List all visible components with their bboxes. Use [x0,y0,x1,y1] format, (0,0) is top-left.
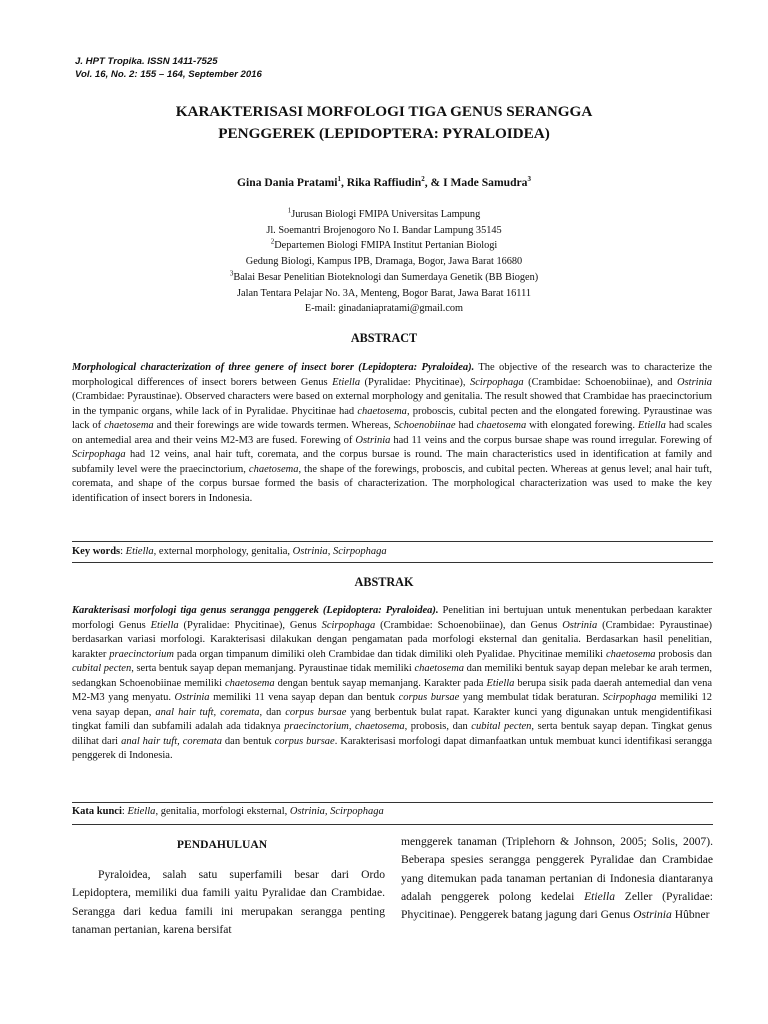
abstract-lead: Morphological characterization of three genere of insect borer (Lepidoptera: Pyraloidea). [72,362,475,373]
journal-volume: Vol. 16, No. 2: 155 – 164, September 2016 [75,69,262,80]
affiliation-2-sup: 2 [270,237,275,246]
intro-right-italic: Etiella [584,889,616,903]
abstract-text: had [455,420,477,432]
abstract-text: and their forewings are wide towards termen. Whereas, [153,420,394,432]
abstrak-text: (Pyralidae: Phycitinae), Genus [178,619,322,631]
abstract-italic: chaetosema [476,420,527,432]
keywords-divider [72,562,713,563]
title-line-2: PENGGEREK (LEPIDOPTERA: PYRALOIDEA) [218,125,550,142]
affiliation-3-name: Balai Besar Penelitian Bioteknologi dan Sumerdaya Genetik (BB Biogen) [233,271,539,283]
abstrak-italic: chaetosema [414,663,465,675]
abstract-italic: chaetosema [357,405,407,417]
abstrak-heading: ABSTRAK [354,575,414,589]
abstrak-text: probosis dan [655,648,712,660]
abstrak-italic: Scirpophaga [321,619,376,631]
abstract-italic: Schoenobiinae [393,420,456,432]
keyword-italic: Etiella, [125,546,157,557]
journal-info [75,55,262,81]
author-3-sup: 3 [527,175,531,184]
abstrak-italic: Etiella [150,619,179,631]
abstrak-text: , dan [259,706,286,718]
abstrak-text: dan memiliki bentuk sayap depan melebar ke arah termen, sedangkan Schoenobiinae memiliki [72,663,712,689]
intro-right-text: menggerek tanaman (Triplehorn & Johnson, 2005; Solis, 2007). Beberapa spesies serangga penggerek Pyralidae dan Crambidae yang ditemukan pada tanaman pertanian di Indonesia diantaranya adalah penggerek polong kedelai [401,835,713,903]
abstract-text: had scales on antemedial area and their veins M2-M3 are fused. Forewing of [72,420,712,446]
intro-left-column: Pyraloidea, salah satu superfamili besar dari Ordo Lepidoptera, memiliki dua famili yaitu Pyralidae dan Crambidae. Serangga dari kedua famili ini merupakan serangga penting tanaman pertanian, karena bersifat [72,868,385,936]
abstract-text: , proboscis, cubital pecten and the elongated forewing. Pyraustinae was lack of [72,405,712,432]
abstrak-divider [72,802,713,803]
abstrak-italic: praecinctorium, chaetosema [284,721,405,733]
title-line-1: KARAKTERISASI MORFOLOGI TIGA GENUS SERANGGA [175,103,593,120]
affiliation-3-address: Jalan Tentara Pelajar No. 3A, Menteng, Bogor Barat, Jawa Barat 16111 [237,287,531,299]
author-list: Gina Dania Pratami$^1$, Rika Raffiudin$^2$, & I Made Samudra$^3$ [237,175,531,189]
abstract-text: The objective of the research was to characterize the morphological differences of insect borers between Genus [72,362,713,388]
intro-right-text: Zeller (Pyralidae: Phycitinae). Penggerek batang jagung dari Genus [401,889,713,922]
intro-right-italic: Ostrinia [633,908,672,922]
katakunci-text: , genitalia, morfologi eksternal, [155,806,290,817]
abstrak-italic: anal hair tuft, coremata [155,706,260,718]
abstrak-text: memiliki 11 vena sayap depan dan bentuk [209,692,399,704]
affiliations [0,207,768,317]
abstrak-text: dengan bentuk sayap memanjang. Karakter pada [274,677,487,689]
abstrak-italic: Ostrinia [174,692,210,704]
affiliation-2 [0,238,768,254]
abstrak-italic: cubital pecten [471,721,532,733]
abstrak-text: dan bentuk [221,735,275,747]
katakunci-colon: : [121,806,128,817]
abstrak-italic: praecinctorium [109,648,174,660]
keywords-line [72,546,712,557]
contact-email: E-mail: ginadaniapratami@gmail.com [304,303,464,315]
intro-right-text: Hûbner [671,908,710,922]
affiliation-3 [0,270,768,286]
abstrak-italic: corpus bursae [398,692,460,704]
abstrak-text: , probosis, dan [404,721,472,733]
abstrak-text: berupa sisik pada daerah antemedial dan vena M2-M3 yang menyatu. [72,677,712,704]
author-3: I Made Samudra [443,176,528,189]
abstrak-italic: anal hair tuft, coremata [121,735,222,747]
affiliation-1-sup: 1 [287,206,292,215]
abstrak-italic: corpus bursae [285,706,347,718]
abstract-italic: Ostrinia [676,376,712,388]
abstract-divider [72,541,713,542]
keywords-colon: : [120,546,126,557]
section-heading-pendahuluan: PENDAHULUAN [176,838,268,851]
abstrak-text: , serta bentuk sayap depan. Tingkat genus dilihat dari [72,721,713,747]
affiliation-1 [0,207,768,223]
abstract-heading: ABSTRACT [350,331,418,345]
abstract-text: (Crambidae: Schoenobiinae), and [523,376,677,388]
katakunci-divider [72,824,713,825]
intro-right-column [401,833,713,924]
abstract-body [72,361,712,506]
abstrak-body [72,604,712,764]
abstract-text: had 12 veins, anal hair tuft, coremata, and the corpus bursae is round. The main characteristics used in identification at family and subfamily level were the praecinctorium, [72,449,712,475]
abstrak-italic: Scirpophaga [602,692,657,704]
affiliation-1-address: Jl. Soemantri Brojenogoro No I. Bandar Lampung 35145 [266,224,502,236]
affiliation-3-sup: 3 [229,269,234,278]
affiliation-2-address: Gedung Biologi, Kampus IPB, Dramaga, Bogor, Jawa Barat 16680 [245,256,523,268]
keyword-italic: Ostrinia [292,546,328,557]
abstract-italic: Scirpophaga [72,449,126,461]
journal-issn: J. HPT Tropika. ISSN 1411-7525 [75,56,218,67]
abstrak-text: (Crambidae: Pyraustinae) berdasarkan variasi morfologi. Karakterisasi dilakukan dengan pengamatan pada morfologi eksternal dan genitalia. Berdasarkan hasil penelitian, karakter [72,619,713,660]
abstract-text: (Pyralidae: Phycitinae), [360,376,470,388]
author-1: Gina Dania Pratami [237,176,338,189]
abstract-italic: Etiella [332,376,361,388]
abstract-text: had 11 veins and the corpus bursae shape was round irregular. Forewing of [390,434,712,446]
abstrak-text: . Karakterisasi morfologi dapat dimanfaatkan untuk membuat kunci identifikasi serangga penggerek di Indonesia. [72,735,713,762]
abstract-italic: Ostrinia [355,434,391,446]
abstrak-italic: chaetosema [225,677,275,689]
katakunci-italic: Etiella [127,806,156,817]
paper-title [0,101,768,145]
abstract-italic: chaetosema [248,463,299,475]
abstract-italic: Etiella [637,420,666,432]
keyword-text: external morphology, genitalia, [156,546,293,557]
abstrak-italic: chaetosema [605,648,656,660]
abstract-text: , the shape of the forewings, proboscis, and cubital pecten. Whereas at genus level; anal hair tuft, coremata, and shape of the corpus bursae formed the basis of characterization. The morphological characterization was used to make the key identification of insect borers in Indonesia. [72,463,712,504]
keyword-text: , [327,546,333,557]
abstrak-text: Penelitian ini bertujuan untuk menentukan perbedaan karakter morfologi Genus [72,605,712,631]
keyword-italic: Scirpophaga [332,546,387,557]
abstract-italic: chaetosema [104,420,154,432]
abstrak-text: , serta bentuk sayap depan memanjang. Pyraustinae tidak memiliki [131,663,415,675]
abstrak-text: yang membulat tidak beraturan. [459,692,603,704]
abstrak-italic: corpus bursae [274,735,335,747]
affiliation-1-name: Jurusan Biologi FMIPA Universitas Lampung [291,209,481,220]
abstrak-italic: Ostrinia [562,619,598,631]
katakunci-italic: Ostrinia, Scirpophaga [289,806,384,817]
keywords-label: Key words [72,546,121,557]
author-2: Rika Raffiudin [346,176,422,189]
abstrak-text: yang berbentuk bulat rapat. Karakter kunci yang digunakan untuk mengidentifikasi tingkat famili dan subfamili adalah ada tidaknya [72,706,713,733]
author-2-sup: 2 [421,175,425,184]
abstrak-italic: Etiella [486,677,515,689]
katakunci-line [72,806,712,817]
katakunci-label: Kata kunci [72,806,122,817]
abstract-italic: Scirpophaga [469,376,524,388]
author-1-sup: 1 [337,175,341,184]
abstrak-text: memiliki 12 vena sayap depan, [72,692,712,718]
abstract-text: (Crambidae: Pyraustinae). Observed characters were based on external morphology and genitalia. The result showed that Crambidae has praecinctorium in the tympanic organs, while lack of in Pyralidae. Phycitinae had [72,391,712,417]
abstract-text: with elongated forewing. [526,420,638,432]
abstrak-italic: cubital pecten [72,663,132,675]
abstrak-lead: Karakterisasi morfologi tiga genus serangga penggerek (Lepidoptera: Pyraloidea). [72,605,439,616]
abstrak-text: pada organ timpanum dimiliki oleh Crambidae dan tidak dimiliki oleh Pyalidae. Phycitinae memiliki [174,648,606,660]
affiliation-2-name: Departemen Biologi FMIPA Institut Pertanian Biologi [274,240,498,252]
abstrak-text: (Crambidae: Schoenobiinae), dan Genus [375,619,563,631]
